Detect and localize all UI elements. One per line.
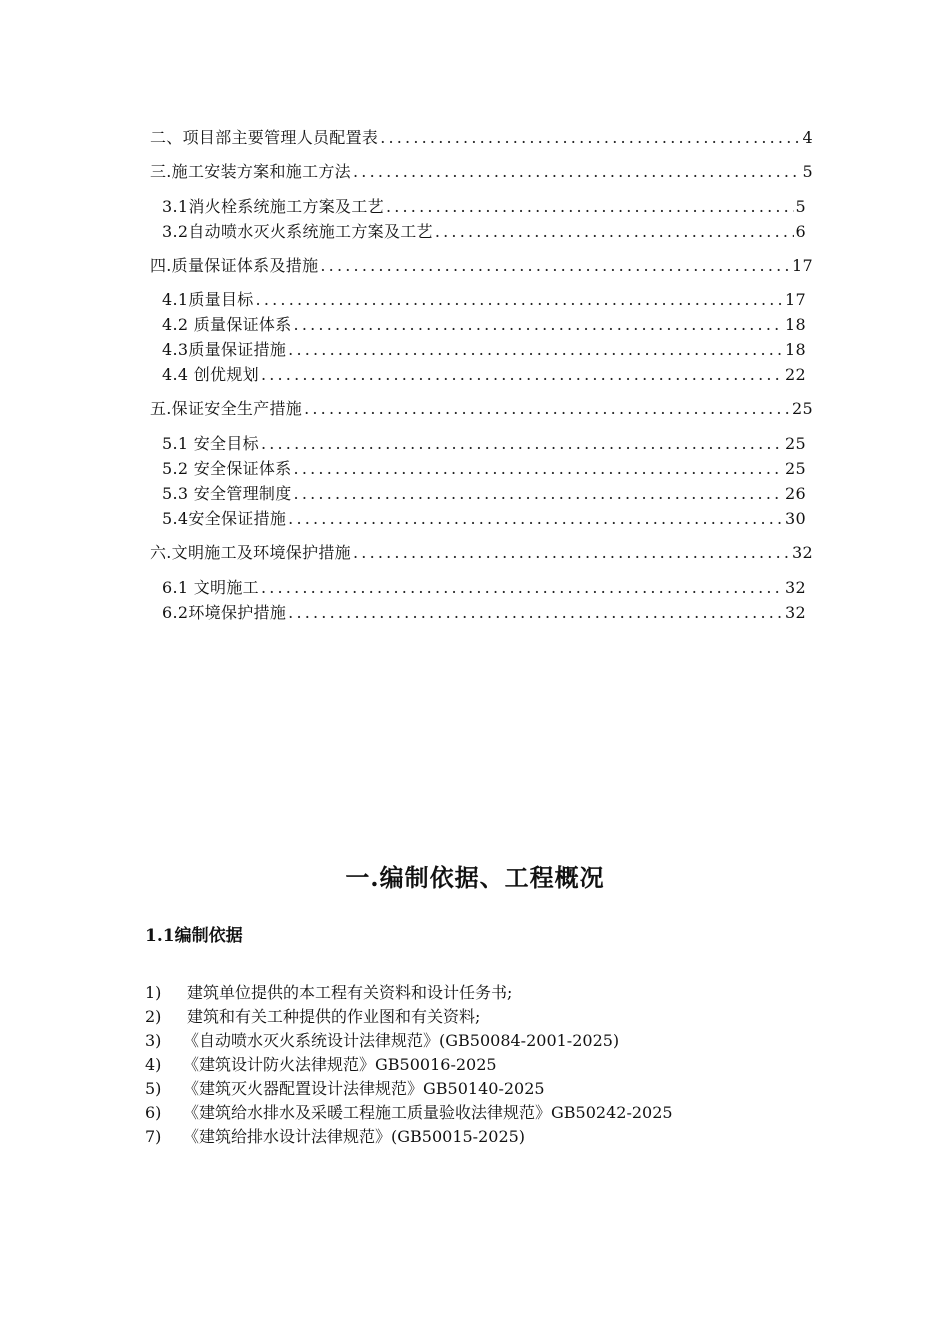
reference-text: 《建筑灭火器配置设计法律规范》GB50140-2025 bbox=[183, 1079, 545, 1098]
toc-dot-leader bbox=[261, 365, 783, 385]
toc-entry-page: 4 bbox=[802, 128, 813, 147]
toc-entry-title: 5.1 安全目标 bbox=[162, 434, 259, 453]
toc-entry-title: 二、项目部主要管理人员配置表 bbox=[150, 128, 379, 147]
toc-dot-leader bbox=[256, 290, 783, 310]
toc-subentry[interactable] bbox=[162, 290, 806, 310]
toc-entry-page: 6 bbox=[795, 222, 806, 241]
reference-number: 7) bbox=[145, 1127, 162, 1146]
toc-dot-leader bbox=[261, 434, 783, 454]
toc-entry[interactable] bbox=[150, 162, 813, 182]
toc-entry-title: 六.文明施工及环境保护措施 bbox=[150, 543, 351, 562]
toc-entry[interactable] bbox=[150, 543, 813, 563]
toc-dot-leader bbox=[294, 459, 783, 479]
toc-dot-leader bbox=[353, 543, 790, 563]
reference-item bbox=[145, 1007, 480, 1027]
toc-entry-page: 18 bbox=[785, 340, 806, 359]
reference-item bbox=[145, 1055, 497, 1075]
toc-dot-leader bbox=[261, 578, 783, 598]
reference-number: 1) bbox=[145, 983, 162, 1002]
toc-subentry[interactable] bbox=[162, 484, 806, 504]
toc-dot-leader bbox=[304, 399, 790, 419]
toc-subentry[interactable] bbox=[162, 509, 806, 529]
toc-dot-leader bbox=[320, 256, 790, 276]
toc-entry-page: 25 bbox=[785, 434, 806, 453]
toc-entry-page: 18 bbox=[785, 315, 806, 334]
toc-entry[interactable] bbox=[150, 256, 813, 276]
toc-entry-title: 三.施工安装方案和施工方法 bbox=[150, 162, 351, 181]
toc-entry-title: 4.2 质量保证体系 bbox=[162, 315, 292, 334]
reference-text: 建筑单位提供的本工程有关资料和设计任务书; bbox=[187, 983, 513, 1002]
reference-number: 3) bbox=[145, 1031, 162, 1050]
reference-text: 《建筑设计防火法律规范》GB50016-2025 bbox=[183, 1055, 497, 1074]
reference-text: 建筑和有关工种提供的作业图和有关资料; bbox=[187, 1007, 481, 1026]
toc-subentry[interactable] bbox=[162, 459, 806, 479]
reference-text: 《自动喷水灭火系统设计法律规范》(GB50084-2001-2025) bbox=[183, 1031, 620, 1050]
reference-text: 《建筑给排水设计法律规范》(GB50015-2025) bbox=[183, 1127, 526, 1146]
toc-entry-title: 4.3质量保证措施 bbox=[162, 340, 287, 359]
reference-number: 5) bbox=[145, 1079, 162, 1098]
toc-entry-title: 5.4安全保证措施 bbox=[162, 509, 287, 528]
toc-dot-leader bbox=[435, 222, 794, 242]
section-heading: 一.编制依据、工程概况 bbox=[345, 863, 605, 892]
toc-dot-leader bbox=[294, 315, 783, 335]
toc-entry-page: 5 bbox=[795, 197, 806, 216]
toc-entry-title: 4.1质量目标 bbox=[162, 290, 254, 309]
toc-subentry[interactable] bbox=[162, 315, 806, 335]
toc-entry-title: 5.3 安全管理制度 bbox=[162, 484, 292, 503]
toc-entry-title: 四.质量保证体系及措施 bbox=[150, 256, 319, 275]
toc-dot-leader bbox=[386, 197, 794, 217]
toc-entry-page: 32 bbox=[785, 603, 806, 622]
toc-entry-page: 32 bbox=[792, 543, 813, 562]
toc-subentry[interactable] bbox=[162, 603, 806, 623]
toc-entry[interactable] bbox=[150, 128, 813, 148]
toc-dot-leader bbox=[353, 162, 801, 182]
toc-entry-title: 6.2环境保护措施 bbox=[162, 603, 287, 622]
toc-entry-title: 6.1 文明施工 bbox=[162, 578, 259, 597]
toc-subentry[interactable] bbox=[162, 340, 806, 360]
toc-entry-title: 4.4 创优规划 bbox=[162, 365, 259, 384]
toc-dot-leader bbox=[288, 509, 783, 529]
toc-dot-leader bbox=[294, 484, 783, 504]
toc-entry-title: 五.保证安全生产措施 bbox=[150, 399, 303, 418]
toc-subentry[interactable] bbox=[162, 434, 806, 454]
reference-number: 6) bbox=[145, 1103, 162, 1122]
toc-subentry[interactable] bbox=[162, 578, 806, 598]
toc-entry-title: 3.1消火栓系统施工方案及工艺 bbox=[162, 197, 384, 216]
toc-subentry[interactable] bbox=[162, 365, 806, 385]
toc-dot-leader bbox=[288, 340, 783, 360]
toc-entry-page: 22 bbox=[785, 365, 806, 384]
toc-entry[interactable] bbox=[150, 399, 813, 419]
reference-item bbox=[145, 1103, 673, 1123]
toc-entry-page: 25 bbox=[785, 459, 806, 478]
reference-number: 2) bbox=[145, 1007, 162, 1026]
toc-dot-leader bbox=[380, 128, 800, 148]
toc-entry-title: 5.2 安全保证体系 bbox=[162, 459, 292, 478]
toc-dot-leader bbox=[288, 603, 783, 623]
toc-entry-page: 17 bbox=[785, 290, 806, 309]
toc-entry-page: 30 bbox=[785, 509, 806, 528]
reference-item bbox=[145, 1031, 619, 1051]
toc-entry-page: 25 bbox=[792, 399, 813, 418]
toc-subentry[interactable] bbox=[162, 222, 806, 242]
toc-subentry[interactable] bbox=[162, 197, 806, 217]
reference-item bbox=[145, 1127, 525, 1147]
reference-text: 《建筑给水排水及采暖工程施工质量验收法律规范》GB50242-2025 bbox=[183, 1103, 673, 1122]
reference-item bbox=[145, 1079, 545, 1099]
toc-entry-page: 17 bbox=[792, 256, 813, 275]
reference-item bbox=[145, 983, 512, 1003]
toc-entry-title: 3.2自动喷水灭火系统施工方案及工艺 bbox=[162, 222, 433, 241]
toc-entry-page: 26 bbox=[785, 484, 806, 503]
toc-entry-page: 5 bbox=[802, 162, 813, 181]
toc-entry-page: 32 bbox=[785, 578, 806, 597]
reference-number: 4) bbox=[145, 1055, 162, 1074]
subsection-heading: 1.1编制依据 bbox=[145, 926, 243, 946]
